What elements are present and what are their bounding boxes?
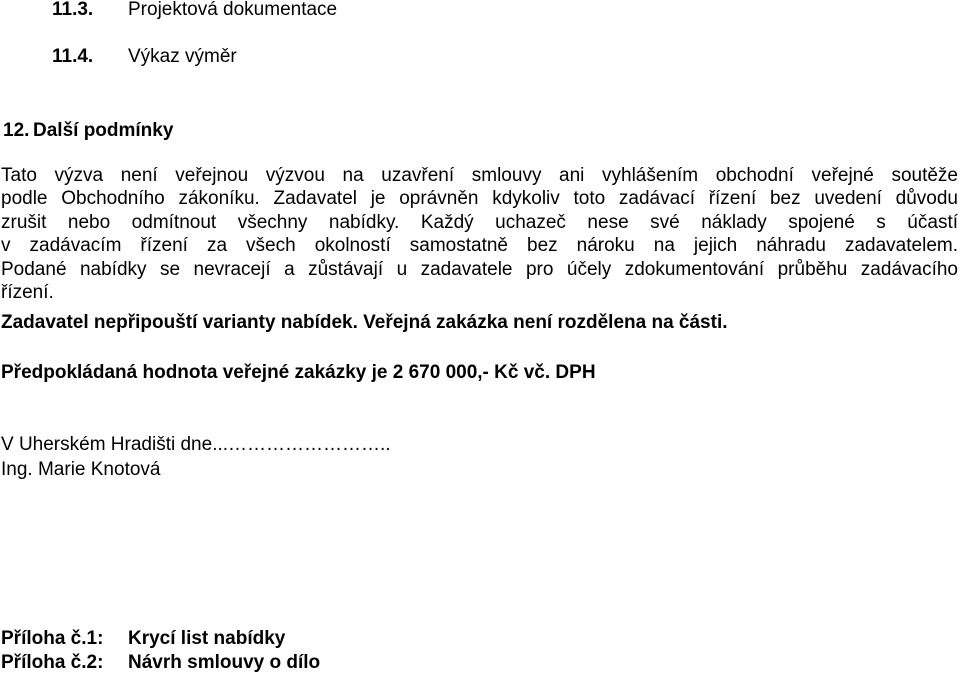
attachment-title: Krycí list nabídky — [128, 628, 286, 649]
section-number: 11.3. — [52, 0, 94, 20]
paragraph-line: Tato výzva není veřejnou výzvou na uzavření smlouvy ani vyhlášením obchodní veřejné soutěže — [1, 165, 958, 186]
paragraph-line: řízení. — [1, 281, 54, 303]
variants-statement: Zadavatel nepřipouští varianty nabídek. Veřejná zakázka není rozdělena na části. — [1, 312, 728, 333]
place-date: V Uherském Hradišti dne...…………………….. — [1, 434, 391, 455]
paragraph-line: zrušit nebo odmítnout všechny nabídky. Každý uchazeč nese své náklady spojené s účastí — [1, 211, 958, 233]
paragraph-line: Podané nabídky se nevracejí a zůstávají u zadavatele pro účely zdokumentování průběhu zadávacího — [1, 258, 958, 280]
attachment-label: Příloha č.2: — [1, 652, 104, 673]
attachment-title: Návrh smlouvy o dílo — [128, 652, 321, 673]
paragraph-line: podle Obchodního zákoníku. Zadavatel je oprávněn kdykoliv toto zadávací řízení bez uvedení důvodu — [1, 188, 958, 210]
conditions-paragraph — [1, 164, 958, 304]
attachment-label: Příloha č.1: — [1, 628, 104, 649]
section-number: 11.4. — [52, 46, 94, 67]
section-title: Výkaz výměr — [128, 46, 237, 67]
section-title: Projektová dokumentace — [128, 0, 338, 20]
signatory: Ing. Marie Knotová — [1, 459, 161, 480]
chapter-number: 12. — [3, 120, 30, 141]
estimated-value: Předpokládaná hodnota veřejné zakázky je 2 670 000,- Kč vč. DPH — [1, 362, 596, 383]
chapter-title: Další podmínky — [33, 120, 174, 141]
paragraph-line: v zadávacím řízení za všech okolností samostatně bez nároku na jejich náhradu zadavatelem. — [1, 235, 958, 257]
